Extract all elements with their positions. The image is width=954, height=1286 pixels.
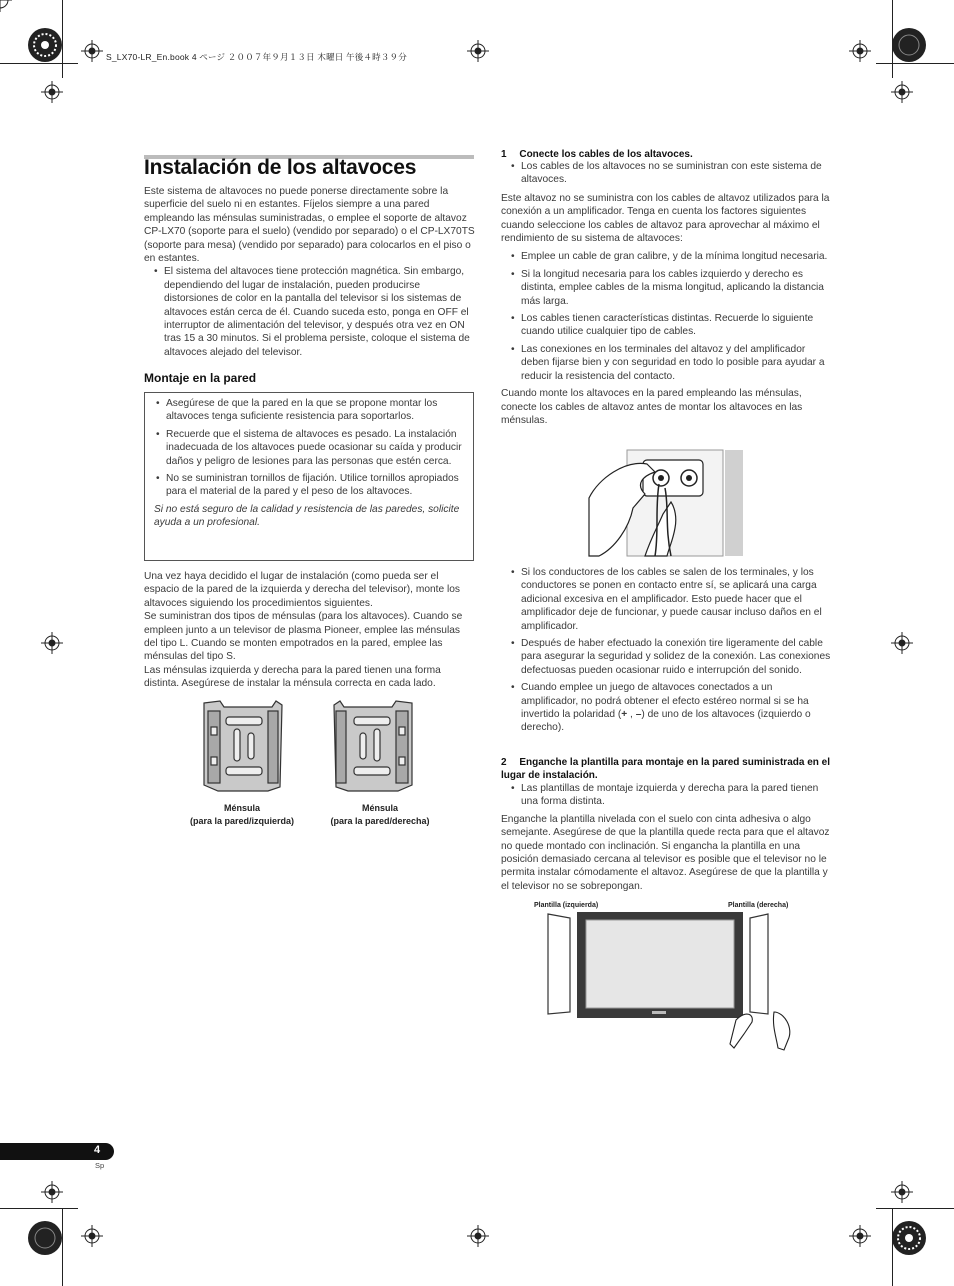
polarity-text: Cuando emplee un juego de altavoces conectados a un amplificador, no podrá obtener el efecto estéreo normal si se ha invertido la polaridad (: [521, 682, 809, 721]
intro-section: [144, 185, 476, 359]
step1-caution-bullet: • Si los conductores de los cables se salen de los terminales, y los conductores se ponen en contacto entre sí, se aplicará una carga adicional excesiva en el amplificador. Esto puede hacer que el amplificador deje de funcionar, y puede causar incluso daños en el amplificador.: [501, 566, 831, 633]
step2-paragraph: Enganche la plantilla nivelada con el suelo con cinta adhesiva o algo semejante. Asegúrese de que la plantilla quede recta para que el altavoz no quede montado con inclinación. Si engancha la plantilla en una posición demasiado cercana al televisor es posible que el televisor no le permita instalar cómodamente el altavoz. Asegúrese de que la plantilla y el televisor no se sobrepongan.: [501, 813, 830, 892]
step1-factor-bullet: • Emplee un cable de gran calibre, y de la mínima longitud necesaria.: [501, 250, 831, 263]
separator: ,: [627, 709, 636, 721]
caption-line: Ménsula: [361, 803, 398, 813]
step2-heading: [501, 756, 831, 782]
wall-paragraphs: [144, 570, 476, 691]
caution-bullet: • Recuerde que el sistema de altavoces es pesado. La instalación inadecuada de los altavoces puede ocasionar su caída y producir daños y peligro de lesiones para las personas que estén cerca.: [146, 428, 470, 468]
polarity-text: ) de uno de los altavoces (izquierdo o derecho).: [521, 709, 811, 734]
minus-symbol: –: [635, 709, 642, 721]
wall-heading: Montaje en la pared: [144, 371, 257, 385]
caution-content: [146, 397, 470, 530]
template-placement-illustration: [540, 912, 800, 1052]
step2-section: [501, 756, 831, 893]
caution-bullet: • No se suministran tornillos de fijación. Utilice tornillos apropiados para el material de la pared y el peso de los altavoces.: [146, 472, 470, 499]
wall-paragraph: Las ménsulas izquierda y derecha para la pared tienen una forma distinta. Asegúrese de instalar la ménsula correcta en cada lado.: [144, 664, 441, 690]
caption-line: (para la pared/izquierda): [189, 815, 295, 826]
step2-bullet: • Las plantillas de montaje izquierda y derecha para la pared tienen una forma distinta.: [501, 782, 831, 809]
step1-heading: [501, 149, 831, 160]
step1-factor-bullet: • Los cables tienen características distintas. Recuerde lo siguiente cuando utilice cualquier tipo de cables.: [501, 312, 831, 339]
step1-polarity-bullet: [501, 681, 831, 735]
page-number: 4: [94, 1144, 101, 1156]
caution-note: Si no está seguro de la calidad y resistencia de las paredes, solicite ayuda a un profesional.: [154, 503, 460, 529]
step1-caution-bullet: • Después de haber efectuado la conexión tire ligeramente del cable para asegurar la seguridad y solidez de la conexión. Las conexiones defectuosas pueden ocasionar ruido e interrupción del sonido.: [501, 637, 831, 677]
step-title: Enganche la plantilla para montaje en la pared suministrada en el lugar de instalación.: [501, 757, 830, 781]
step1-paragraph: Este altavoz no se suministra con los cables de altavoz utilizados para la conexión a un amplificador. Tenga en cuenta los factores siguientes cuando seleccione los cables de altavoz para aprovechar al máximo el rendimiento de su sistema de altavoces:: [501, 192, 830, 245]
template-right-label: Plantilla (derecha): [728, 902, 789, 909]
step1-factor-bullet: • Las conexiones en los terminales del altavoz y del amplificador deben fijarse bien y con seguridad en todo lo posible para ayudar a reducir la resistencia del contacto.: [501, 343, 831, 383]
step1-factor-bullet: • Si la longitud necesaria para los cables izquierdo y derecho es distinta, emplee cables de la misma longitud, aplicando la distancia más larga.: [501, 268, 831, 308]
step1-cautions: [501, 566, 831, 735]
intro-paragraph: Este sistema de altavoces no puede ponerse directamente sobre la superficie del suelo ni en estantes. Fíjelos siempre a una pared empleando las ménsulas suministradas, o emplee el soporte de altavoz CP-LX70 (soporte para el suelo) (vendido por separado) o el CP-LX70TS (soporte para mesa) (vendido por separado) para colocarlos en el piso o en estantes.: [144, 186, 475, 265]
step-number: 2: [501, 757, 507, 768]
step1-bullet: • Los cables de los altavoces no se suministran con este sistema de altavoces.: [501, 160, 831, 187]
bracket-right-caption: [308, 802, 452, 827]
caption-line: Ménsula: [223, 803, 260, 813]
step-title: Conecte los cables de los altavoces.: [519, 149, 693, 160]
language-code: Sp: [95, 1161, 105, 1170]
step-number: 1: [501, 149, 507, 160]
intro-bullet: • El sistema del altavoces tiene protección magnética. Sin embargo, dependiendo del lugar de instalación, pueden producirse distorsiones de color en la pantalla del televisor si los sistemas de altavoces están cerca de él. Cuando suceda esto, ponga en OFF el interruptor de alimentación del televisor, y después otra vez en ON tras 15 a 30 minutos. Si el problema persiste, coloque el sistema de altavoces alejado del televisor.: [144, 265, 476, 359]
bracket-right-illustration: [328, 697, 418, 797]
caution-bullet: • Asegúrese de que la pared en la que se propone montar los altavoces tenga suficiente resistencia para soportarlos.: [146, 397, 470, 424]
terminal-connection-illustration: [585, 448, 745, 558]
caption-line: (para la pared/derecha): [330, 815, 430, 826]
page-title: Instalación de los altavoces: [144, 156, 417, 179]
bracket-left-illustration: [198, 697, 288, 797]
template-left-label: Plantilla (izquierda): [534, 902, 599, 909]
bracket-left-caption: [170, 802, 314, 827]
step1-section: [501, 149, 831, 427]
step1-paragraph-2: Cuando monte los altavoces en la pared empleando las ménsulas, conecte los cables de altavoz antes de montar los altavoces en las ménsulas.: [501, 388, 803, 426]
print-header-file-info: S_LX70-LR_En.book 4 ページ ２００７年９月１３日 木曜日 午後４時３９分: [106, 52, 407, 62]
wall-paragraph: Una vez haya decidido el lugar de instalación (como pueda ser el espacio de la pared de la izquierda y derecha del televisor), monte los altavoces siguiendo los procedimientos siguientes.: [144, 571, 460, 609]
plus-symbol: +: [621, 709, 628, 721]
wall-paragraph: Se suministran dos tipos de ménsulas (para los altavoces). Cuando se empleen junto a un televisor de plasma Pioneer, emplee las ménsulas del tipo L. Cuando se monten empotrados en la pared, emplee las ménsulas del tipo S.: [144, 611, 463, 663]
